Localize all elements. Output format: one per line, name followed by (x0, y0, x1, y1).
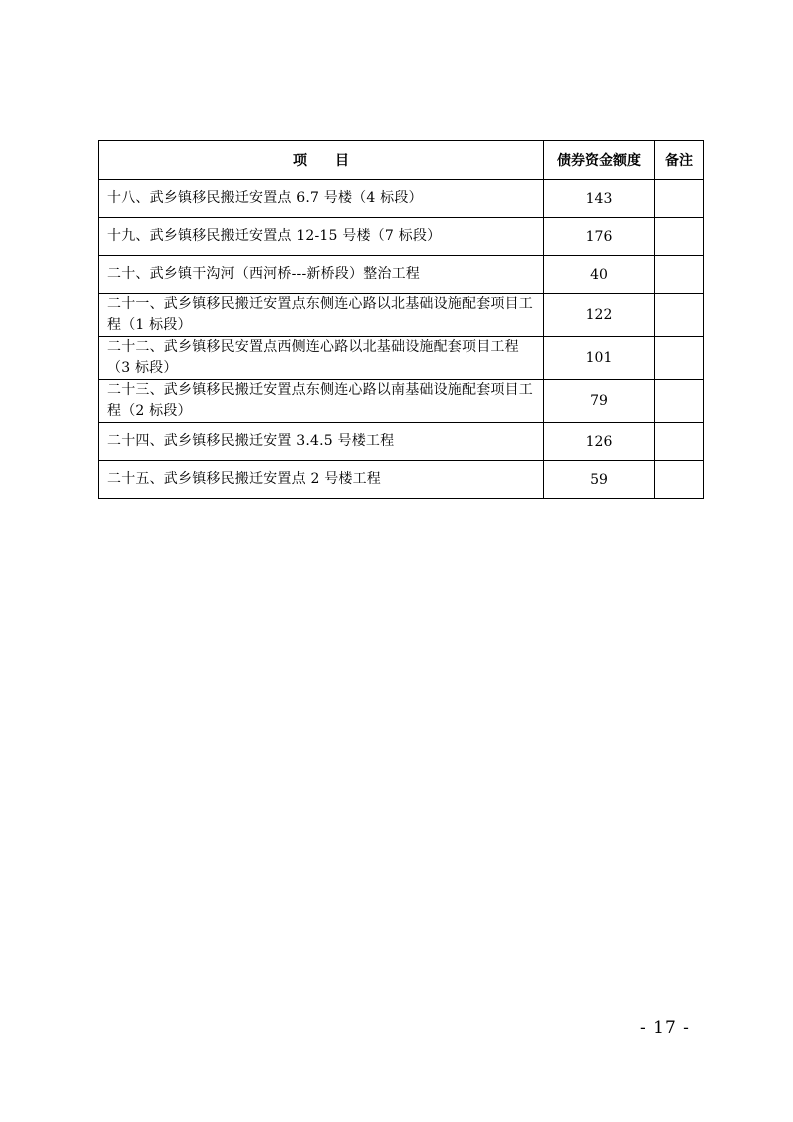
row-amount: 122 (544, 294, 655, 337)
row-amount: 101 (544, 337, 655, 380)
row-item: 十九、武乡镇移民搬迁安置点 12-15 号楼（7 标段） (99, 218, 544, 256)
row-item: 二十一、武乡镇移民搬迁安置点东侧连心路以北基础设施配套项目工程（1 标段） (99, 294, 544, 337)
row-item: 二十五、武乡镇移民搬迁安置点 2 号楼工程 (99, 461, 544, 499)
table-row (99, 423, 704, 461)
table-row (99, 294, 704, 337)
row-amount: 40 (544, 256, 655, 294)
header-note: 备注 (655, 141, 704, 180)
row-amount: 126 (544, 423, 655, 461)
row-item: 二十三、武乡镇移民搬迁安置点东侧连心路以南基础设施配套项目工程（2 标段） (99, 380, 544, 423)
row-note (655, 294, 704, 337)
row-note (655, 337, 704, 380)
row-note (655, 218, 704, 256)
table-row (99, 256, 704, 294)
table-row (99, 461, 704, 499)
table-row (99, 337, 704, 380)
header-amount: 债券资金额度 (544, 141, 655, 180)
row-amount: 59 (544, 461, 655, 499)
table-row (99, 180, 704, 218)
table-row (99, 380, 704, 423)
row-amount: 176 (544, 218, 655, 256)
row-note (655, 256, 704, 294)
row-amount: 79 (544, 380, 655, 423)
table-row (99, 218, 704, 256)
header-item: 项 目 (99, 141, 544, 180)
row-note (655, 461, 704, 499)
row-item: 十八、武乡镇移民搬迁安置点 6.7 号楼（4 标段） (99, 180, 544, 218)
row-item: 二十二、武乡镇移民安置点西侧连心路以北基础设施配套项目工程（3 标段） (99, 337, 544, 380)
row-item: 二十、武乡镇干沟河（西河桥---新桥段）整治工程 (99, 256, 544, 294)
row-note (655, 380, 704, 423)
table-header-row (99, 141, 704, 180)
row-item: 二十四、武乡镇移民搬迁安置 3.4.5 号楼工程 (99, 423, 544, 461)
page-number: - 17 - (640, 1018, 690, 1038)
row-note (655, 423, 704, 461)
funding-table (98, 140, 704, 499)
row-note (655, 180, 704, 218)
row-amount: 143 (544, 180, 655, 218)
